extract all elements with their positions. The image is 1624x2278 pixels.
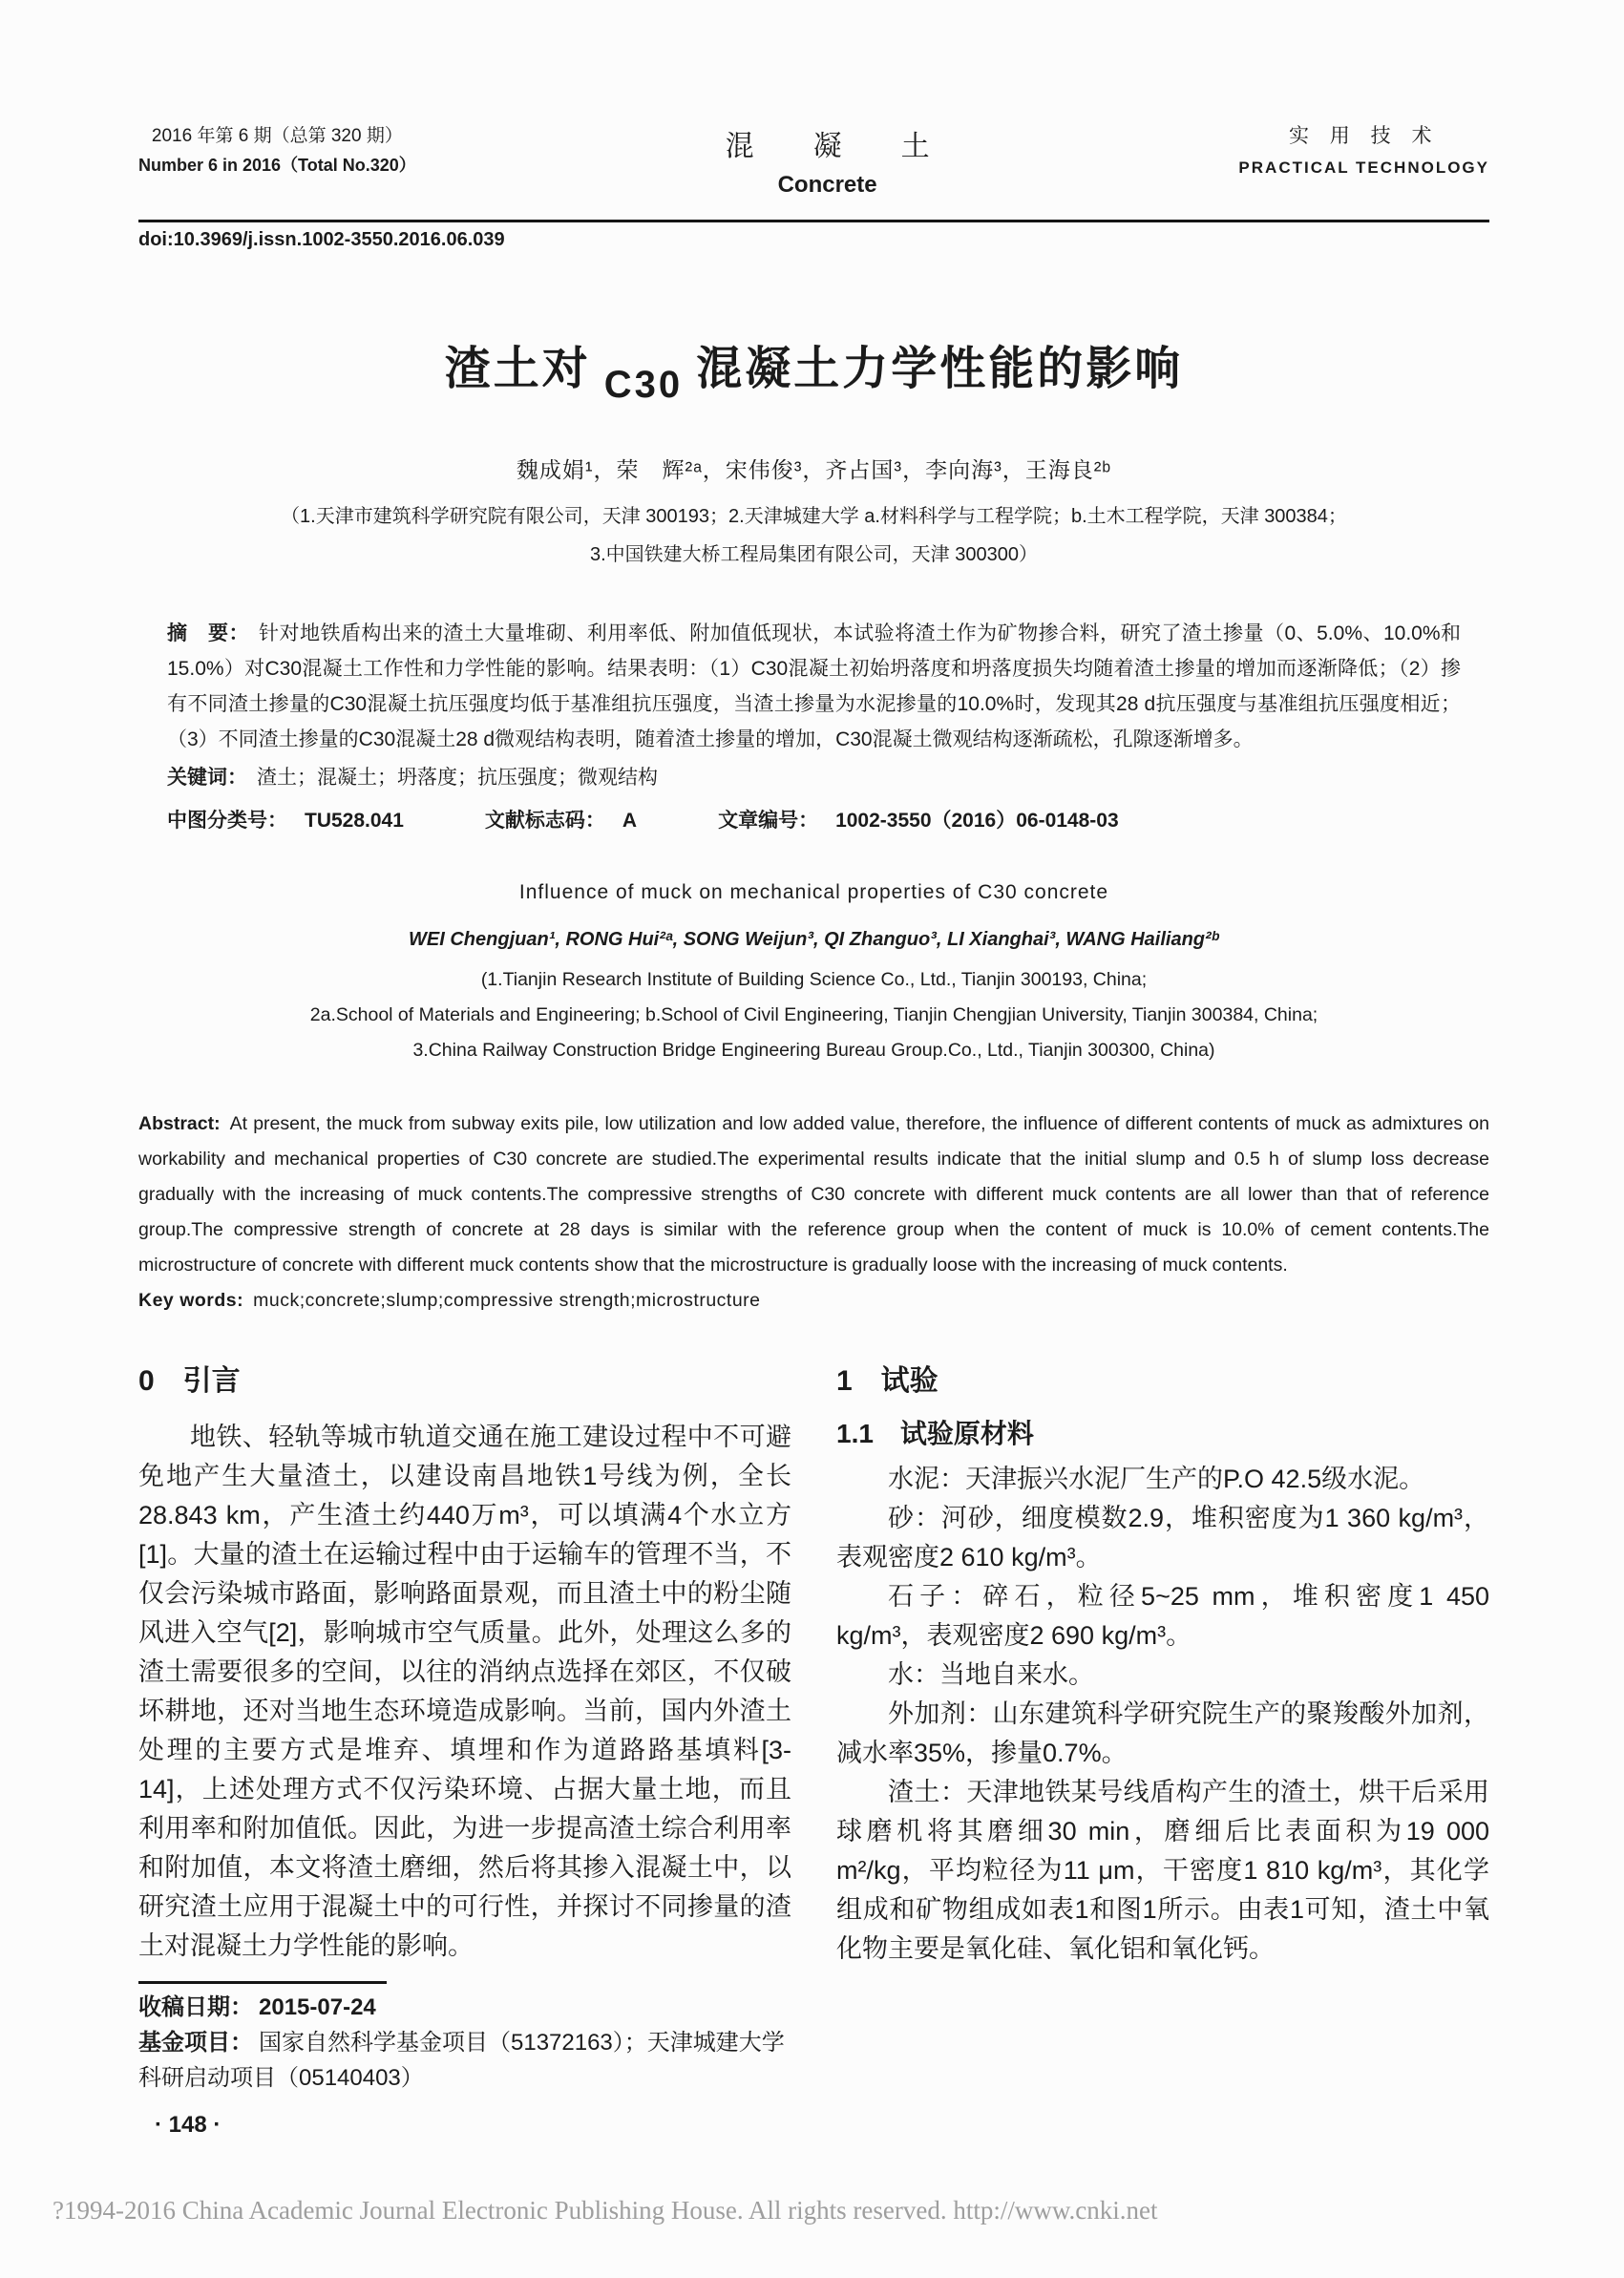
- journal-header: [138, 122, 1489, 199]
- keywords-cn: [167, 760, 1461, 795]
- materials-paragraph-muck: 渣土：天津地铁某号线盾构产生的渣土，烘干后采用球磨机将其磨细30 min，磨细后比表面积为19 000 m²/kg，平均粒径为11 μm，干密度1 810 kg/m³，其化学组成和矿物组成如表1和图1所示。由表1可知，渣土中氧化物主要是氧化硅、氧化铝和氧化钙。: [836, 1778, 1489, 1963]
- keywords-label-cn: 关键词：: [167, 767, 247, 789]
- doi-line: doi:10.3969/j.issn.1002-3550.2016.06.039: [138, 229, 505, 250]
- journal-name-cn: 混 凝 土: [725, 131, 945, 162]
- keywords-text-cn: 渣土；混凝土；坍落度；抗压强度；微观结构: [257, 767, 658, 789]
- english-title: Influence of muck on mechanical properties of C30 concrete: [518, 881, 1109, 903]
- subsection-heading-materials: 1.1 试验原材料: [836, 1419, 1034, 1448]
- abstract-cn: [167, 616, 1461, 757]
- column-name-cn: 实 用 技 术: [1288, 125, 1440, 147]
- materials-paragraph-stone: 石子：碎石，粒径5~25 mm，堆积密度1 450 kg/m³，表观密度2 690 kg/m³。: [836, 1582, 1489, 1650]
- english-affiliations: [138, 962, 1489, 1068]
- footnote-block: [138, 1981, 791, 2096]
- journal-name-block: [710, 122, 945, 199]
- page-number: · 148 ·: [155, 2112, 221, 2138]
- intro-paragraph: 地铁、轻轨等城市轨道交通在施工建设过程中不可避免地产生大量渣土，以建设南昌地铁1号线为例，全长28.843 km，产生渣土约440万m³，可以填满4个水立方[1]。大量的渣土在运输过程中由于运输车的管理不当，不仅会污染城市路面，影响路面景观，而且渣土中的粉尘随风进入空气[2]，影响城市空气质量。此外，处理这么多的渣土需要很多的空间，以往的消纳点选择在郊区，不仅破坏耕地，还对当地生态环境造成影响。当前，国内外渣土处理的主要方式是堆弃、填埋和作为道路路基填料[3-14]，上述处理方式不仅污染环境、占据大量土地，而且利用率和附加值低。因此，为进一步提高渣土综合利用率和附加值，本文将渣土磨细，然后将其掺入混凝土中，以研究渣土应用于混凝土中的可行性，并探讨不同掺量的渣土对混凝土力学性能的影响。: [138, 1423, 791, 1960]
- body-columns: [138, 1364, 1489, 2096]
- affiliation-line-1: （1.天津市建筑科学研究院有限公司，天津 300193；2.天津城建大学 a.材料科学与工程学院；b.土木工程学院，天津 300384；: [281, 506, 1347, 527]
- section-heading-experiment: 1 试验: [836, 1365, 939, 1397]
- article-title-pre: 渣土对: [444, 344, 591, 394]
- materials-paragraph-water: 水：当地自来水。: [888, 1660, 1094, 1689]
- section-heading-intro: 0 引言: [138, 1365, 241, 1397]
- english-abstract-label: Abstract:: [138, 1113, 221, 1134]
- fund-label: 基金项目：: [138, 2030, 253, 2056]
- article-title-c30: C30: [603, 364, 684, 406]
- received-date-label: 收稿日期：: [138, 1994, 253, 2020]
- article-title: [138, 331, 1489, 406]
- abstract-text-cn: 针对地铁盾构出来的渣土大量堆砌、利用率低、附加值低现状，本试验将渣土作为矿物掺合料，研究了渣土掺量（0、5.0%、10.0%和15.0%）对C30混凝土工作性和力学性能的影响。结果表明：（1）C30混凝土初始坍落度和坍落度损失均随着渣土掺量的增加而逐渐降低；（2）掺有不同渣土掺量的C30混凝土抗压强度均低于基准组抗压强度，当渣土掺量为水泥掺量的10.0%时，发现其28 d抗压强度与基准组抗压强度相近；（3）不同渣土掺量的C30混凝土28 d微观结构表明，随着渣土掺量的增加，C30混凝土微观结构逐渐疏松，孔隙逐渐增多。: [167, 622, 1461, 750]
- received-date-line: [138, 1990, 791, 2025]
- authors-cn: 魏成娟¹，荣 辉²ᵃ，宋伟俊³，齐占国³，李向海³，王海良²ᵇ: [516, 457, 1112, 482]
- english-abstract-text: At present, the muck from subway exits pile, low utilization and low added value, therefore, the influence of different contents of muck as admixtures on workability and mechanical properties of C30 concrete are studied.The experimental results indicate that the initial slump and 0.5 h of slump loss decrease gradually with the increasing of muck contents.The compressive strengths of C30 concrete with different muck contents are all lower than that of reference group.The compressive strength of concrete at 28 days is similar with the reference group when the content of muck is 10.0% of cement contents.The microstructure of concrete with different muck contents show that the microstructure is gradually loose with the increasing of muck contents.: [138, 1113, 1489, 1276]
- header-divider: [138, 220, 1489, 222]
- english-keywords: [138, 1283, 1489, 1318]
- materials-paragraph-admixture: 外加剂：山东建筑科学研究院生产的聚羧酸外加剂，减水率35%，掺量0.7%。: [836, 1699, 1489, 1767]
- left-column: [138, 1364, 791, 2096]
- footnote-divider: [138, 1981, 387, 1984]
- english-authors: WEI Chengjuan¹, RONG Hui²ᵃ, SONG Weijun³, QI Zhanguo³, LI Xianghai³, WANG Hailiang²ᵇ: [409, 929, 1219, 950]
- fund-line: [138, 2025, 791, 2096]
- doc-code-value: A: [622, 810, 638, 832]
- fund-value: 国家自然科学基金项目（51372163）；天津城建大学科研启动项目（05140403）: [138, 2030, 785, 2091]
- materials-paragraph-sand: 砂：河砂，细度模数2.9，堆积密度为1 360 kg/m³，表观密度2 610 kg/m³。: [836, 1504, 1489, 1571]
- column-name-block: [1238, 122, 1489, 178]
- materials-paragraph-cement: 水泥：天津振兴水泥厂生产的P.O 42.5级水泥。: [888, 1465, 1425, 1493]
- english-abstract: [138, 1107, 1489, 1283]
- journal-name-en: Concrete: [777, 172, 877, 198]
- english-affiliation-line-3: 3.China Railway Construction Bridge Engineering Bureau Group.Co., Ltd., Tianjin 300300, China): [412, 1040, 1215, 1061]
- article-title-post: 混凝土力学性能的影响: [696, 344, 1184, 394]
- affiliation-line-2: 3.中国铁建大桥工程局集团有限公司，天津 300300）: [590, 544, 1038, 565]
- issue-info-block: [138, 122, 416, 179]
- english-keywords-text: muck;concrete;slump;compressive strength;microstructure: [253, 1290, 761, 1311]
- english-affiliation-line-1: (1.Tianjin Research Institute of Building Science Co., Ltd., Tianjin 300193, China;: [480, 969, 1148, 990]
- column-name-en: PRACTICAL TECHNOLOGY: [1238, 158, 1489, 177]
- right-column: [836, 1364, 1489, 2096]
- page-content: [138, 122, 1489, 2096]
- article-meta: [167, 805, 1461, 833]
- doc-code-label: 文献标志码：: [484, 810, 605, 832]
- copyright-notice: ?1994-2016 China Academic Journal Electronic Publishing House. All rights reserved. http://www.cnki.net: [53, 2196, 1158, 2225]
- english-affiliation-line-2: 2a.School of Materials and Engineering; b.School of Civil Engineering, Tianjin Chengjian University, Tianjin 300384, China;: [309, 1004, 1318, 1025]
- clc-value: TU528.041: [305, 810, 404, 832]
- article-id-label: 文章编号：: [718, 810, 819, 832]
- abstract-label-cn: 摘 要：: [167, 622, 249, 644]
- received-date-value: 2015-07-24: [259, 1994, 376, 2020]
- issue-info-cn: 2016 年第 6 期（总第 320 期）: [151, 126, 403, 146]
- english-keywords-label: Key words:: [138, 1290, 244, 1311]
- issue-info-en: Number 6 in 2016（Total No.320）: [138, 156, 416, 175]
- affiliations-cn: [138, 497, 1489, 574]
- clc-label: 中图分类号：: [167, 810, 287, 832]
- article-id-value: 1002-3550（2016）06-0148-03: [835, 810, 1119, 832]
